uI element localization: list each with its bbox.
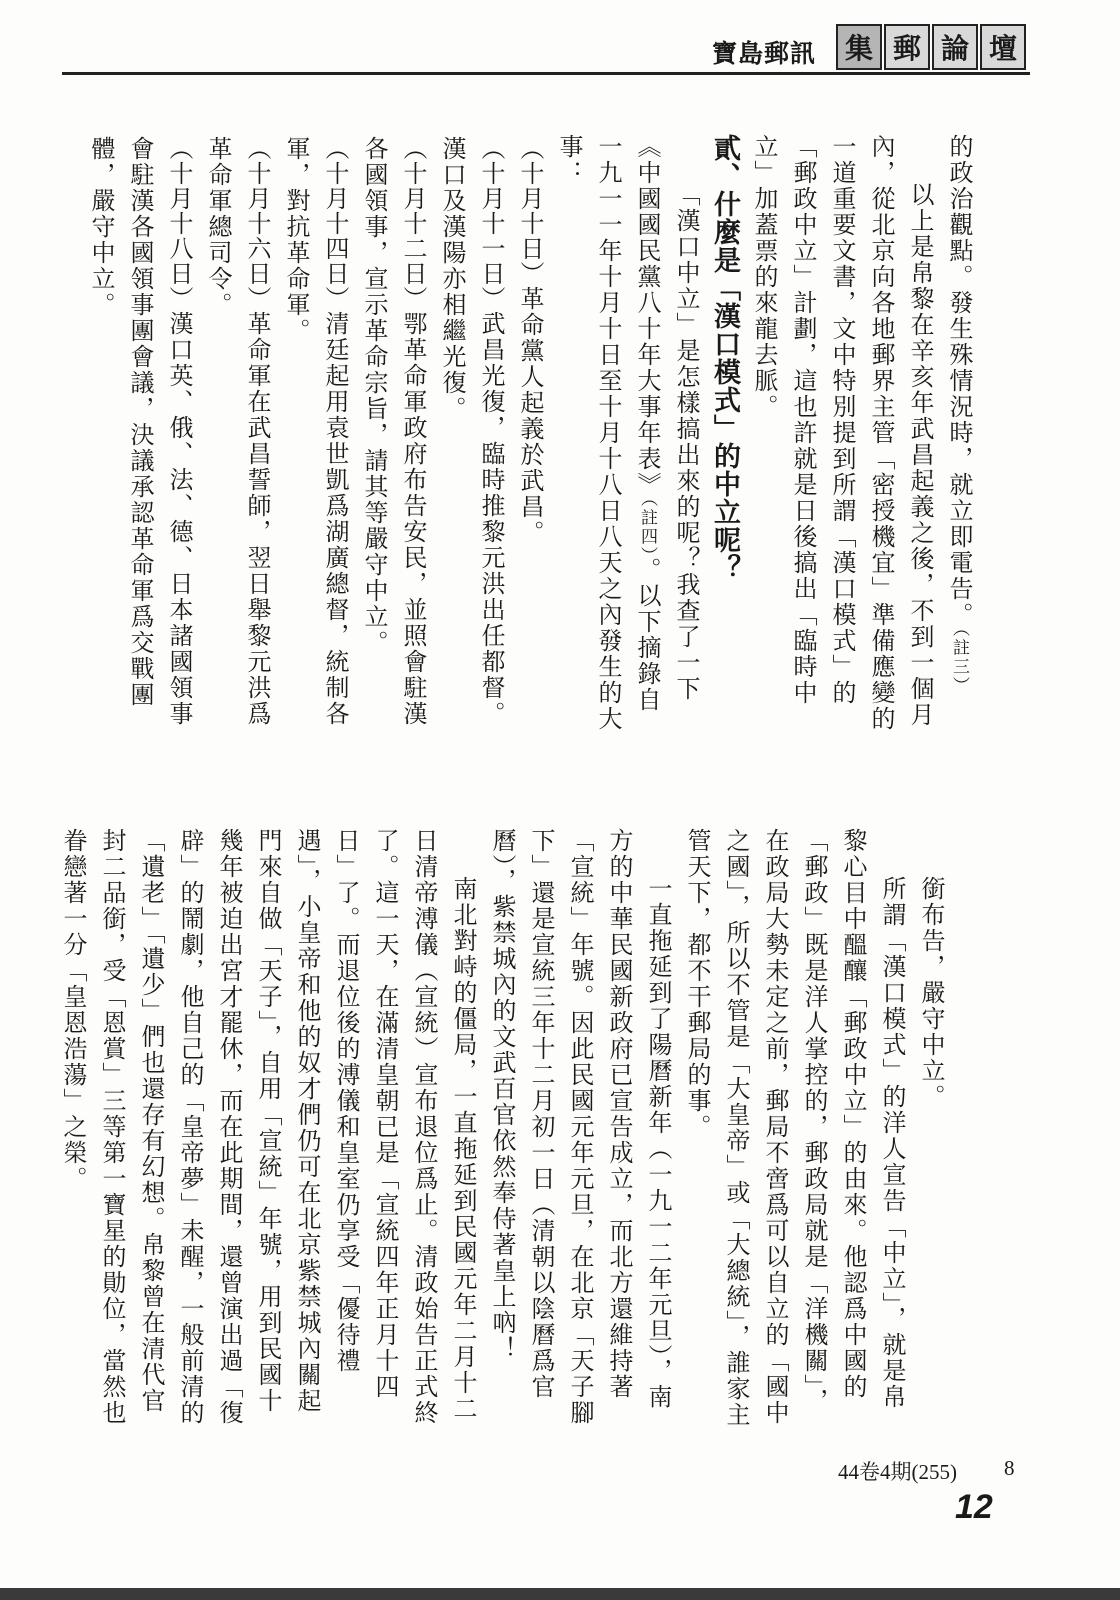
column-tag-char: 壇 xyxy=(980,24,1026,70)
timeline-entry: （十月十日）革命黨人起義於武昌。 xyxy=(516,136,544,546)
timeline-entry: （十月十一日）武昌光復，臨時推黎元洪出任都督。漢口及漢陽亦相繼光復。 xyxy=(438,136,505,727)
section-heading: 貳、什麼是「漢口模式」的中立呢？ xyxy=(709,134,740,582)
paragraph: 南北對峙的僵局，一直拖延到民國元年二月十二日清帝溥儀（宣統）宣布退位爲止。清政始告正式終了。這一天，在滿清皇朝已是「宣統四年正月十四日」了。而退位後的溥儀和皇室仍享受「優待禮遇」，小皇帝和他的奴才們仍可在北京紫禁城內關起門來自做「天子」，自用「宣統」年號，用到民國十幾年被迫出宮才罷休，而在此期間，還曾演出過「復辟」的鬧劇，他自己的「皇帝夢」未醒，一般前清的「遺老」「遺少」們也還存有幻想。帛黎曾在清代官封二品銜，受「恩賞」三等第一寶星的勛位，當然也眷戀著一分「皇恩浩蕩」之榮。 xyxy=(59,828,477,1426)
paragraph: 銜布告，嚴守中立。 xyxy=(917,876,945,1110)
paragraph: 「漢口中立」是怎樣搞出來的呢？我查了一下《中國國民黨八十年大事年表》（註四）。以下摘錄自一九一一年十月十日至十月十八日八天之內發生的大事： xyxy=(555,134,700,732)
timeline-date: （十月十六日） xyxy=(243,136,271,311)
page-header xyxy=(0,0,1120,90)
column-tag xyxy=(836,24,1026,70)
issue-page-number: 8 xyxy=(1004,1456,1015,1480)
lower-text-block xyxy=(59,828,950,1428)
column-tag-char: 集 xyxy=(836,24,882,70)
timeline-date: （十月十八日） xyxy=(165,136,193,311)
timeline-date: （十月十四日） xyxy=(321,136,349,311)
paragraph: 以上是帛黎在辛亥年武昌起義之後，不到一個月內，從北京向各地郵界主管「密授機宜」準備應變的一道重要文書，文中特別提到所謂「漢口模式」的「郵政中立」計劃，這也許就是日後搞出「臨時中立」加蓋票的來龍去脈。 xyxy=(750,134,934,732)
bottom-edge xyxy=(0,1588,1120,1600)
timeline-entry: （十月十六日）革命軍在武昌誓師，翌日舉黎元洪爲革命軍總司令。 xyxy=(204,136,271,727)
issue-label: 44卷4期(255) xyxy=(838,1460,957,1484)
footnote-ref: （註四） xyxy=(637,498,657,557)
column-tag-char: 論 xyxy=(932,24,978,70)
timeline-date: （十月十日） xyxy=(516,136,544,286)
magazine-title: 寶島郵訊 xyxy=(712,39,817,68)
page-number: 12 xyxy=(955,1488,993,1526)
timeline-date: （十月十二日） xyxy=(399,136,427,311)
paragraph: 一直拖延到了陽曆新年（一九一二年元旦），南方的中華民國新政府已宣告成立，而北方還維持著「宣統」年號。因此民國元年元旦，在北京「天子腳下」還是宣統三年十二月初一日（清朝以陰曆爲官曆），紫禁城內的文武百官依然奉侍著皇上吶！ xyxy=(488,828,672,1426)
footnote-ref: （註三） xyxy=(949,628,969,696)
timeline-entry: （十月十八日）漢口英、俄、法、德、日本諸國領事會駐漢各國領事團會議，決議承認革命軍爲交戰團體，嚴守中立。 xyxy=(87,136,193,727)
header-rule xyxy=(62,72,1030,75)
paragraph: 的政治觀點。發生殊情況時，就立即電告。（註三） xyxy=(945,134,973,696)
paragraph: 所謂「漢口模式」的洋人宣告「中立」，就是帛黎心目中醞釀「郵政中立」的由來。他認爲中國的「郵政」既是洋人掌控的，郵政局就是「洋機關」，在政局大勢未定之前，郵局不啻爲可以自立的「國中之國」，所以不管是「大皇帝」或「大總統」，誰家主管天下，都不干郵局的事。 xyxy=(683,828,906,1428)
timeline-entry: （十月十二日）鄂革命軍政府布告安民，並照會駐漢各國領事，宣示革命宗旨，請其等嚴守中立。 xyxy=(360,136,427,727)
column-tag-char: 郵 xyxy=(884,24,930,70)
timeline-date: （十月十一日） xyxy=(477,136,505,311)
upper-text-block xyxy=(87,134,978,734)
timeline-entry: （十月十四日）清廷起用袁世凱爲湖廣總督，統制各軍，對抗革命軍。 xyxy=(282,136,349,727)
